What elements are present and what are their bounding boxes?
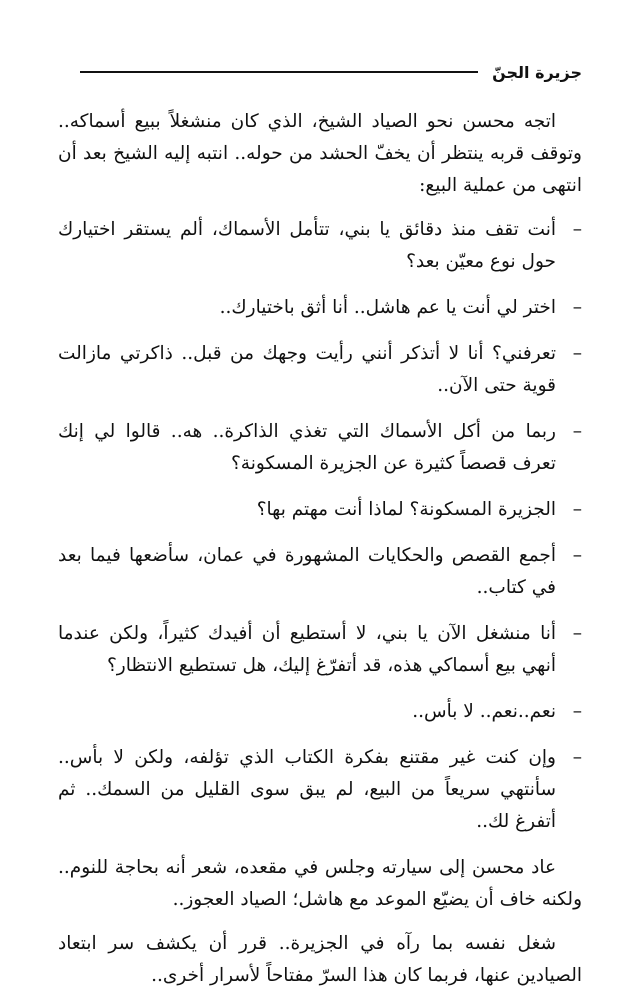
dialogue-dash: – xyxy=(572,623,582,644)
dialogue-line xyxy=(58,742,582,838)
dialogue-dash: – xyxy=(572,747,582,768)
dialogue-line xyxy=(58,292,582,324)
narrative-paragraph: شغل نفسه بما رآه في الجزيرة.. قرر أن يكشف سر ابتعاد الصيادين عنها، فربما كان هذا السرّ مفتاحاً لأسرار أخرى.. xyxy=(58,933,582,986)
running-header xyxy=(80,52,582,92)
dialogue-text: أنت تقف منذ دقائق يا بني، تتأمل الأسماك، ألم يستقر اختيارك حول نوع معيّن بعد؟ xyxy=(58,219,556,272)
dialogue-text: نعم..نعم.. لا بأس.. xyxy=(412,701,556,722)
dialogue-text: اختر لي أنت يا عم هاشل.. أنا أثق باختيارك.. xyxy=(219,297,556,318)
dialogue-dash: – xyxy=(572,343,582,364)
dialogue-text: أنا منشغل الآن يا بني، لا أستطيع أن أفيدك كثيراً، ولكن عندما أنهي بيع أسماكي هذه، قد أتفرّغ إليك، هل تستطيع الانتظار؟ xyxy=(58,623,556,676)
dialogue-dash: – xyxy=(572,297,582,318)
dialogue-text: وإن كنت غير مقتنع بفكرة الكتاب الذي تؤلفه، ولكن لا بأس.. سأنتهي سريعاً من البيع، لم يبق سوى القليل من السمك.. ثم أتفرغ لك.. xyxy=(58,747,556,832)
dialogue-text: تعرفني؟ أنا لا أتذكر أنني رأيت وجهك من قبل.. ذاكرتي مازالت قوية حتى الآن.. xyxy=(58,343,556,396)
narrative-paragraph: عاد محسن إلى سيارته وجلس في مقعده، شعر أنه بحاجة للنوم.. ولكنه خاف أن يضيّع الموعد مع هاشل؛ الصياد العجوز.. xyxy=(58,857,582,910)
dialogue-text: أجمع القصص والحكايات المشهورة في عمان، سأضعها فيما بعد في كتاب.. xyxy=(58,545,556,598)
dialogue-dash: – xyxy=(572,499,582,520)
dialogue-line xyxy=(58,696,582,728)
book-title: جزيرة الجنّ xyxy=(492,62,582,82)
dialogue-line xyxy=(58,618,582,682)
dialogue-dash: – xyxy=(572,701,582,722)
dialogue-line xyxy=(58,416,582,480)
page-body xyxy=(58,106,582,1004)
dialogue-dash: – xyxy=(572,219,582,240)
dialogue-line xyxy=(58,494,582,526)
narrative-paragraph: اتجه محسن نحو الصياد الشيخ، الذي كان منشغلاً ببيع أسماكه.. وتوقف قربه ينتظر أن يخفّ الحشد من حوله.. انتبه إليه الشيخ بعد أن انتهى من عملية البيع: xyxy=(58,111,582,196)
dialogue-text: الجزيرة المسكونة؟ لماذا أنت مهتم بها؟ xyxy=(256,499,556,520)
dialogue-text: ربما من أكل الأسماك التي تغذي الذاكرة.. هه.. قالوا لي إنك تعرف قصصاً كثيرة عن الجزيرة المسكونة؟ xyxy=(58,421,556,474)
dialogue-line xyxy=(58,214,582,278)
dialogue-line xyxy=(58,540,582,604)
dialogue-dash: – xyxy=(572,545,582,566)
header-rule xyxy=(80,71,478,73)
dialogue-line xyxy=(58,338,582,402)
dialogue-dash: – xyxy=(572,421,582,442)
